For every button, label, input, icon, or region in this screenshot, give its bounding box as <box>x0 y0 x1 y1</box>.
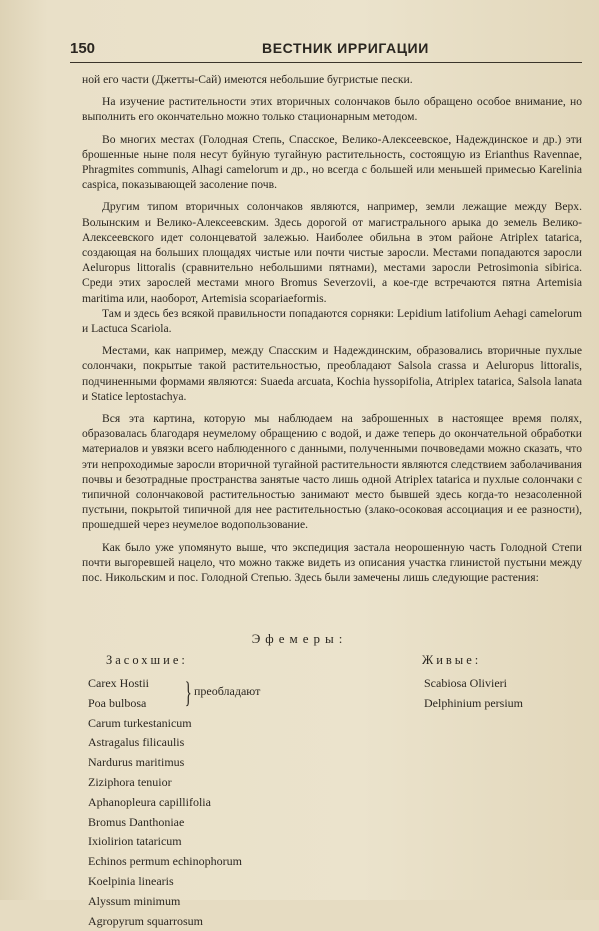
journal-title: ВЕСТНИК ИРРИГАЦИИ <box>262 40 429 56</box>
list-item: Ziziphora tenuior <box>88 774 172 789</box>
list-item: Nardurus maritimus <box>88 755 185 770</box>
ephemera-heading: Эфемеры: <box>251 631 348 646</box>
list-item: Poa bulbosa <box>88 695 147 710</box>
dried-heading: Засохшие: <box>106 653 188 667</box>
list-item: Scabiosa Olivieri <box>424 676 507 690</box>
living-species-list <box>424 674 523 714</box>
dominant-label: преобладают <box>194 684 261 698</box>
brace-mark: } <box>184 676 192 709</box>
paragraph: Как было уже упомянуто выше, что экспедиция застала неорошенную часть Голодной Степи почти выгоревшей нацело, что можно также видеть из описания участка глинистой пустыни между пос. Никольским и пос. Голодной Степью. Здесь были замечены лишь следующие растения: <box>82 540 582 585</box>
dried-species-list <box>88 674 242 931</box>
list-item: Echinos permum echinophorum <box>88 854 242 869</box>
list-item: Delphinium persium <box>424 695 523 710</box>
list-item: Ixiolirion tataricum <box>88 834 182 849</box>
paragraph: ной его части (Джетты-Сай) имеются небольшие бугристые пески. <box>82 73 413 86</box>
list-item: Alyssum minimum <box>88 893 181 908</box>
list-item: Aphanopleura capillifolia <box>88 794 211 809</box>
page-header <box>70 38 582 63</box>
paragraph: Местами, как например, между Спасским и Надеждинским, образовались вторичные пухлые солончаки, покрытые такой растительностью, преобладают Salsola crassa и Aeluropus littoralis, подчиненными формами являются: Suaeda arcuata, Kochia hyssopifolia, Atriplex tatarica, Salsola lanata и Statice leptostachya. <box>82 344 582 403</box>
list-item: Koelpinia linearis <box>88 873 174 888</box>
list-item: Astragalus filicaulis <box>88 735 185 750</box>
living-heading: Живые: <box>422 653 482 667</box>
page-number: 150 <box>70 40 96 57</box>
list-item: Bromus Danthoniae <box>88 814 185 829</box>
list-item: Carum turkestanicum <box>88 715 192 730</box>
paragraph: Вся эта картина, которую мы наблюдаем на заброшенных в настоящее время полях, образовалась благодаря неумелому обращению с водой, и даже теперь до окончательной обработки материалов и увязки всего наблюденного с данными, полученными почвоведами можно сказать, что эти непроходимые заросли вторичной тугайной растительности являются следствием заболачивания почвы и безотрадные пространства занятые часто лишь одной Atriplex tatarica и пухлые солончаки с типичной солончаковой растительностью занимают место бывшей здесь когда-то незасоленной пустыни, покрытой типичной для нее растительностью (злако-осоковая ассоциация и ее разности), прошедшей через неумелое водопользование. <box>82 412 582 532</box>
article-body <box>82 72 582 592</box>
list-item: Carex Hostii <box>88 676 149 690</box>
paragraph: На изучение растительности этих вторичных солончаков было обращено особое внимание, но выполнить его окончательно можно только стационарным методом. <box>82 95 582 124</box>
paragraph: Другим типом вторичных солончаков являются, например, земли лежащие между Верх. Волынским и Велико-Алексеевским. Здесь дорогой от магистрального арыка до земель Велико-Алексеевского идет солонцеватой залежью. Наиболее обильна в этом районе Atriplex tatarica, создающая на больших площадях чистые или почти чистые заросли. Местами попадаются заросли Aeluropus littoralis (сравнительно небольшими пятнами), местами заросли Petrosimonia sibirica. Среди этих зарослей местами много Bromus Severzovii, а кое-где встречаются пятна Artemisia maritima или, наоборот, Artemisia scopariaeformis. <box>82 200 582 305</box>
paragraph: Там и здесь без всякой правильности попадаются сорняки: Lepidium latifolium Aehagi camelorum и Lactuca Scariola. <box>82 306 582 336</box>
paragraph: Во многих местах (Голодная Степь, Спасское, Велико-Алексеевское, Надеждинское и др.) эти брошенные ныне поля несут буйную тугайную растительность, состоящую из Erianthus Ravennae, Phragmites communis, Alhagi camelorum и др., но всегда с большей или меньшей примесью Karelinia caspica, показывающей засоление почв. <box>82 132 582 192</box>
list-item: Agropyrum squarrosum <box>88 913 203 928</box>
